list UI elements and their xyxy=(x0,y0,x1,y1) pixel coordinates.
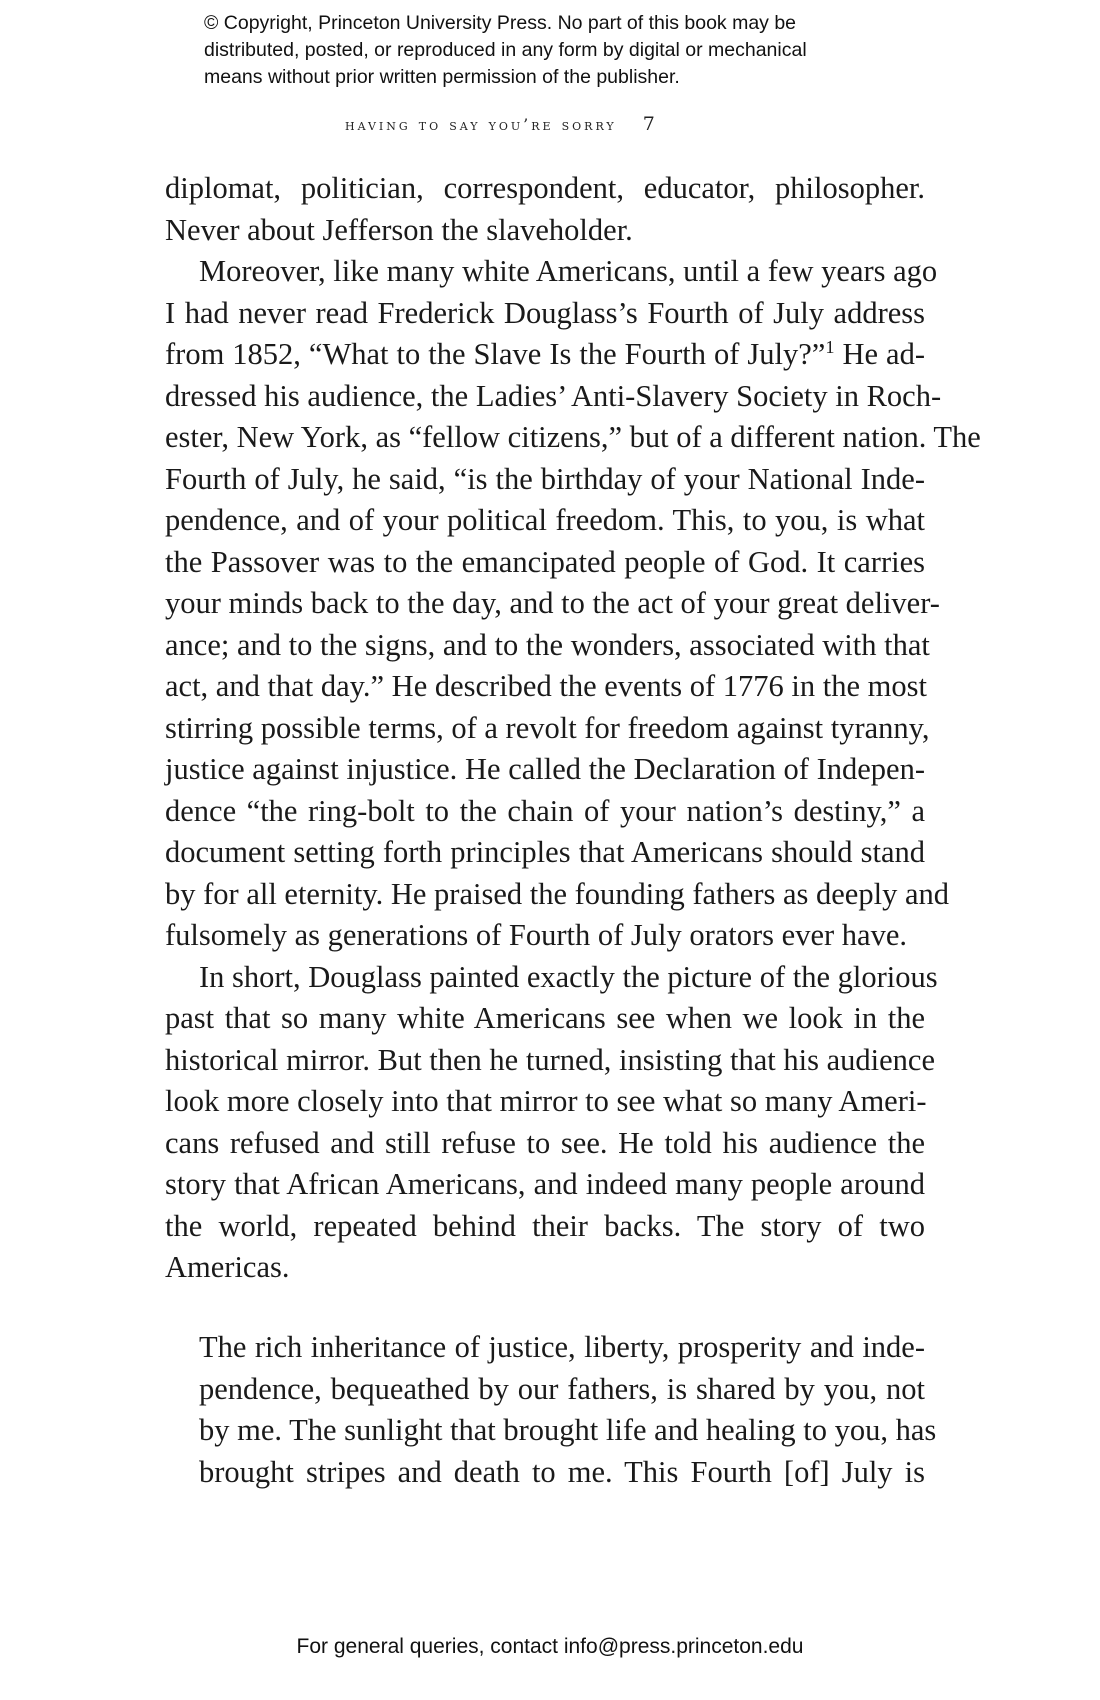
text-line: the Passover was to the emancipated people of God. It carries xyxy=(165,544,925,579)
footer-contact: For general queries, contact info@press.princeton.edu xyxy=(296,1635,804,1658)
text-line: document setting forth principles that Americans should stand xyxy=(165,835,925,869)
text-line: by for all eternity. He praised the founding fathers as deeply and xyxy=(165,876,949,911)
text-line: ance; and to the signs, and to the wonders, associated with that xyxy=(165,627,930,662)
text-line: diplomat, politician, correspondent, educator, philosopher. xyxy=(165,171,925,205)
text-line: story that African Americans, and indeed many people around xyxy=(165,1167,925,1201)
copyright-line: © Copyright, Princeton University Press. No part of this book may be xyxy=(204,12,797,34)
text-line: ester, New York, as “fellow citizens,” but of a different nation. The xyxy=(165,420,981,454)
text-line: In short, Douglass painted exactly the picture of the glorious xyxy=(199,959,938,994)
quote-line: pendence, bequeathed by our fathers, is shared by you, not xyxy=(199,1371,925,1406)
body-text xyxy=(165,168,981,1289)
text-line: cans refused and still refuse to see. He told his audience the xyxy=(165,1125,925,1160)
text-line: historical mirror. But then he turned, insisting that his audience xyxy=(165,1042,935,1077)
text-line: Americas. xyxy=(165,1250,290,1284)
text-line: stirring possible terms, of a revolt for freedom against tyranny, xyxy=(165,710,930,745)
text-segment: from 1852, “What to the Slave Is the Fourth of July?” xyxy=(165,337,826,371)
text-line: dressed his audience, the Ladies’ Anti-Slavery Society in Roch- xyxy=(165,378,942,413)
text-line: pendence, and of your political freedom. This, to you, is what xyxy=(165,503,925,537)
text-line: dence “the ring-bolt to the chain of your nation’s destiny,” a xyxy=(165,793,925,828)
text-line: act, and that day.” He described the events of 1776 in the most xyxy=(165,669,927,703)
text-line-with-note xyxy=(165,334,925,376)
text-line: Never about Jefferson the slaveholder. xyxy=(165,212,633,247)
text-line: your minds back to the day, and to the act of your great deliver- xyxy=(165,586,940,620)
quote-line: The rich inheritance of justice, liberty, prosperity and inde- xyxy=(199,1330,925,1364)
running-head xyxy=(345,113,655,135)
text-line: justice against injustice. He called the Declaration of Indepen- xyxy=(165,752,925,786)
footnote-marker[interactable]: 1 xyxy=(825,336,835,357)
text-line: past that so many white Americans see when we look in the xyxy=(165,1001,925,1035)
copyright-line: means without prior written permission of the publisher. xyxy=(204,66,680,88)
text-line: I had never read Frederick Douglass’s Fourth of July address xyxy=(165,295,925,330)
quote-line: by me. The sunlight that brought life and healing to you, has xyxy=(199,1413,937,1447)
text-line: look more closely into that mirror to see what so many Ameri- xyxy=(165,1084,927,1118)
text-segment: He ad- xyxy=(842,337,926,371)
text-line: Moreover, like many white Americans, until a few years ago xyxy=(199,254,938,288)
text-line: Fourth of July, he said, “is the birthday of your National Inde- xyxy=(165,461,925,496)
text-line: the world, repeated behind their backs. The story of two xyxy=(165,1208,925,1243)
running-head-title: having to say you’re sorry xyxy=(345,115,617,134)
text-line: fulsomely as generations of Fourth of July orators ever have. xyxy=(165,918,907,952)
copyright-notice xyxy=(204,10,964,91)
block-quote xyxy=(199,1327,937,1493)
page-number: 7 xyxy=(642,113,655,135)
copyright-line: distributed, posted, or reproduced in any form by digital or mechanical xyxy=(204,39,807,61)
quote-line: brought stripes and death to me. This Fourth [of] July is xyxy=(199,1454,925,1489)
